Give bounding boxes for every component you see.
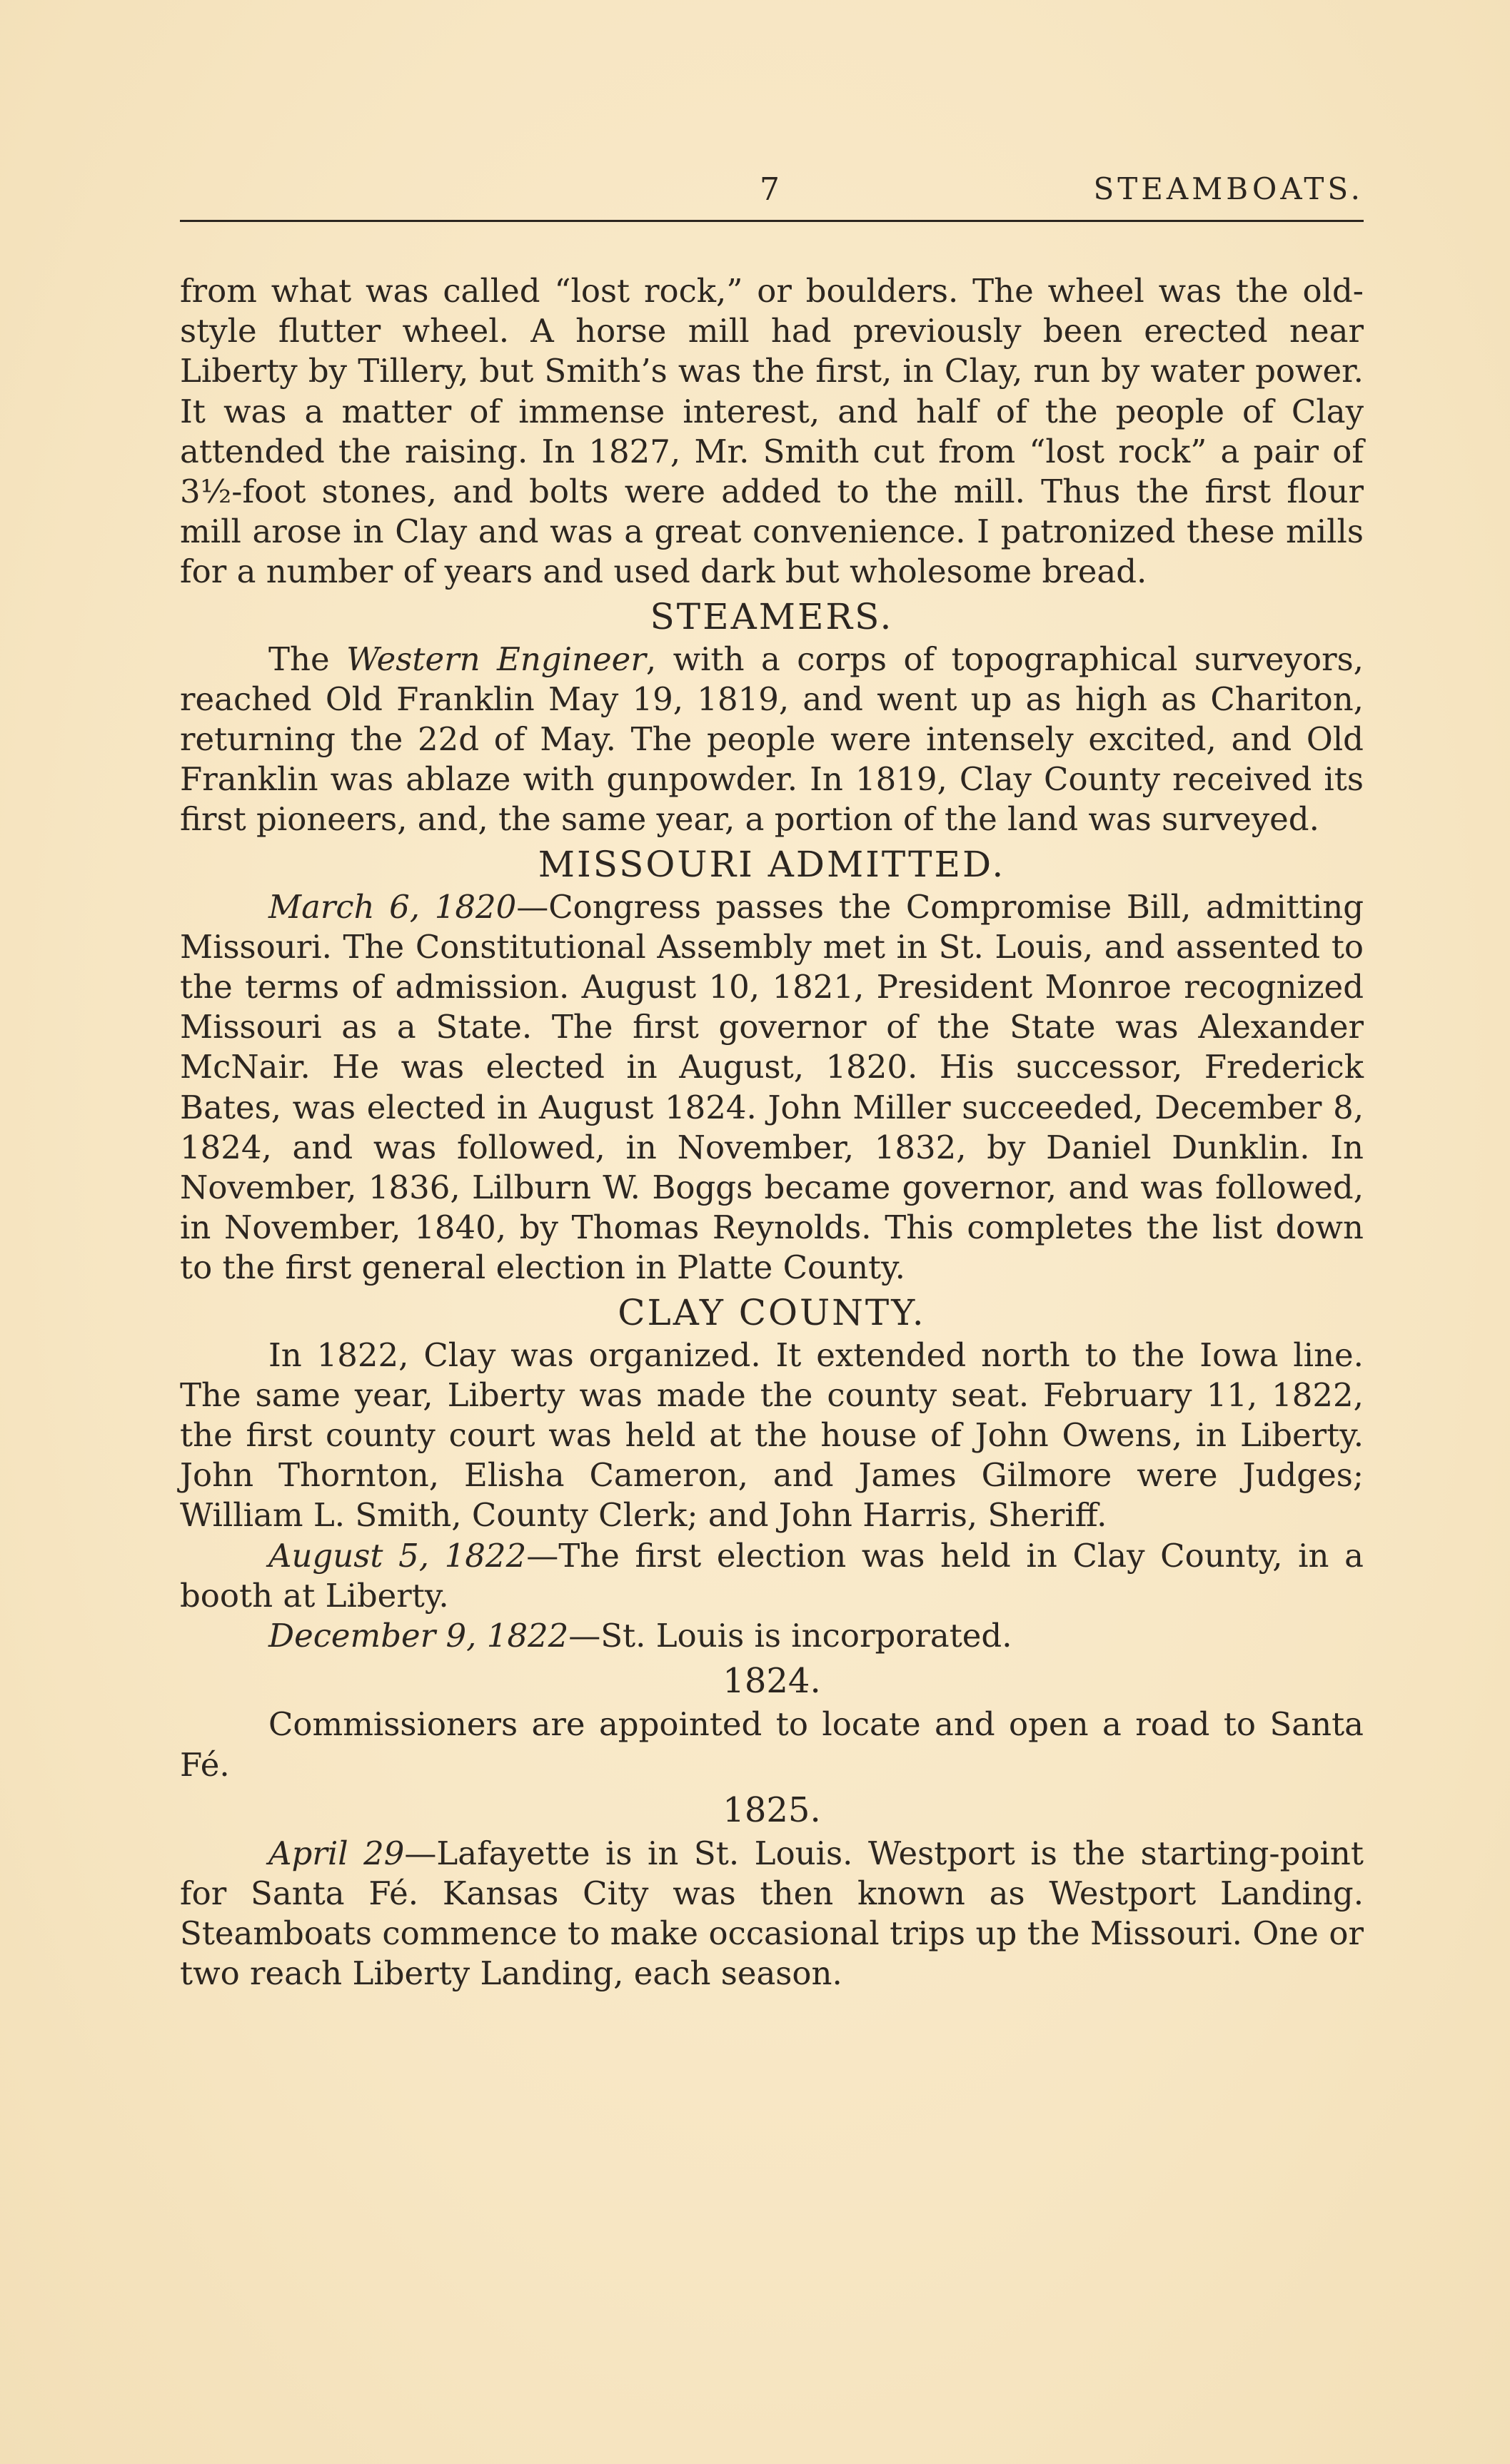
text-segment: The bbox=[268, 640, 347, 678]
italic-date: December 9, 1822 bbox=[268, 1617, 569, 1655]
paragraph-lafayette bbox=[180, 1834, 1364, 1994]
heading-steamers: STEAMERS. bbox=[650, 595, 894, 637]
paragraph-lost-rock: from what was called “lost rock,” or boulders. The wheel was the old-style flutter wheel. A horse mill had previously been erected near Liberty by Tillery, but Smith’s was the first, in Clay, run by water power. It was a matter of immense interest, and half of the people of Clay attended the raising. In 1827, Mr. Smith cut from “lost rock” a pair of 3½-foot stones, and bolts were added to the mill. Thus the first flour mill arose in Clay and was a great convenience. I patronized these mills for a number of years and used dark but wholesome bread. bbox=[180, 272, 1364, 591]
heading-year-1824: 1824. bbox=[723, 1661, 821, 1702]
heading-year-1825: 1825. bbox=[723, 1789, 821, 1830]
header-rule bbox=[180, 220, 1364, 222]
paragraph-western-engineer bbox=[180, 640, 1364, 840]
text-segment: —Congress passes the Compromise Bill, admitting Missouri. The Constitutional Assembly met in St. Louis, and assented to the terms of admission. August 10, 1821, President Monroe recognized Missouri as a State. The first governor of the State was Alexander McNair. He was elected in August, 1820. His successor, Frederick Bates, was elected in August 1824. John Miller succeeded, December 8, 1824, and was followed, in November, 1832, by Daniel Dunklin. In November, 1836, Lilburn W. Boggs became governor, and was followed, in November, 1840, by Thomas Reynolds. This completes the list down to the first general election in Platte County. bbox=[180, 887, 1364, 1287]
italic-ship-name: Western Engineer bbox=[346, 640, 646, 678]
body-text bbox=[180, 271, 1364, 1994]
paragraph-clay-organized: In 1822, Clay was organized. It extended north to the Iowa line. The same year, Liberty was made the county seat. February 11, 1822, the first county court was held at the house of John Owens, in Liberty. John Thornton, Elisha Cameron, and James Gilmore were Judges; William L. Smith, County Clerk; and John Harris, Sheriff. bbox=[180, 1335, 1364, 1535]
paragraph-commissioners: Commissioners are appointed to locate and open a road to Santa Fé. bbox=[180, 1705, 1364, 1784]
running-head: STEAMBOATS. bbox=[1093, 171, 1364, 206]
italic-date: April 29 bbox=[268, 1834, 405, 1872]
page-number: 7 bbox=[760, 171, 780, 208]
paragraph-first-election bbox=[180, 1536, 1364, 1616]
italic-date: August 5, 1822 bbox=[268, 1536, 527, 1575]
page-header bbox=[180, 171, 1364, 214]
heading-clay-county: CLAY COUNTY. bbox=[618, 1291, 926, 1333]
italic-date: March 6, 1820 bbox=[268, 887, 517, 926]
text-segment: —The first election was held in Clay County, in a booth at Liberty. bbox=[180, 1536, 1364, 1615]
text-segment: , with a corps of topographical surveyors, reached Old Franklin May 19, 1819, and went up as high as Chariton, returning the 22d of May. The people were intensely excited, and Old Franklin was ablaze with gunpowder. In 1819, Clay County received its first pioneers, and, the same year, a portion of the land was surveyed. bbox=[180, 640, 1364, 839]
heading-missouri-admitted: MISSOURI ADMITTED. bbox=[538, 843, 1006, 885]
text-segment: —St. Louis is incorporated. bbox=[568, 1617, 1012, 1655]
text-segment: —Lafayette is in St. Louis. Westport is the starting-point for Santa Fé. Kansas City was then known as Westport Landing. Steamboats commence to make occasional trips up the Missouri. One or two reach Liberty Landing, each season. bbox=[180, 1834, 1364, 1993]
paragraph-st-louis bbox=[180, 1616, 1364, 1656]
paragraph-missouri-admitted bbox=[180, 887, 1364, 1288]
